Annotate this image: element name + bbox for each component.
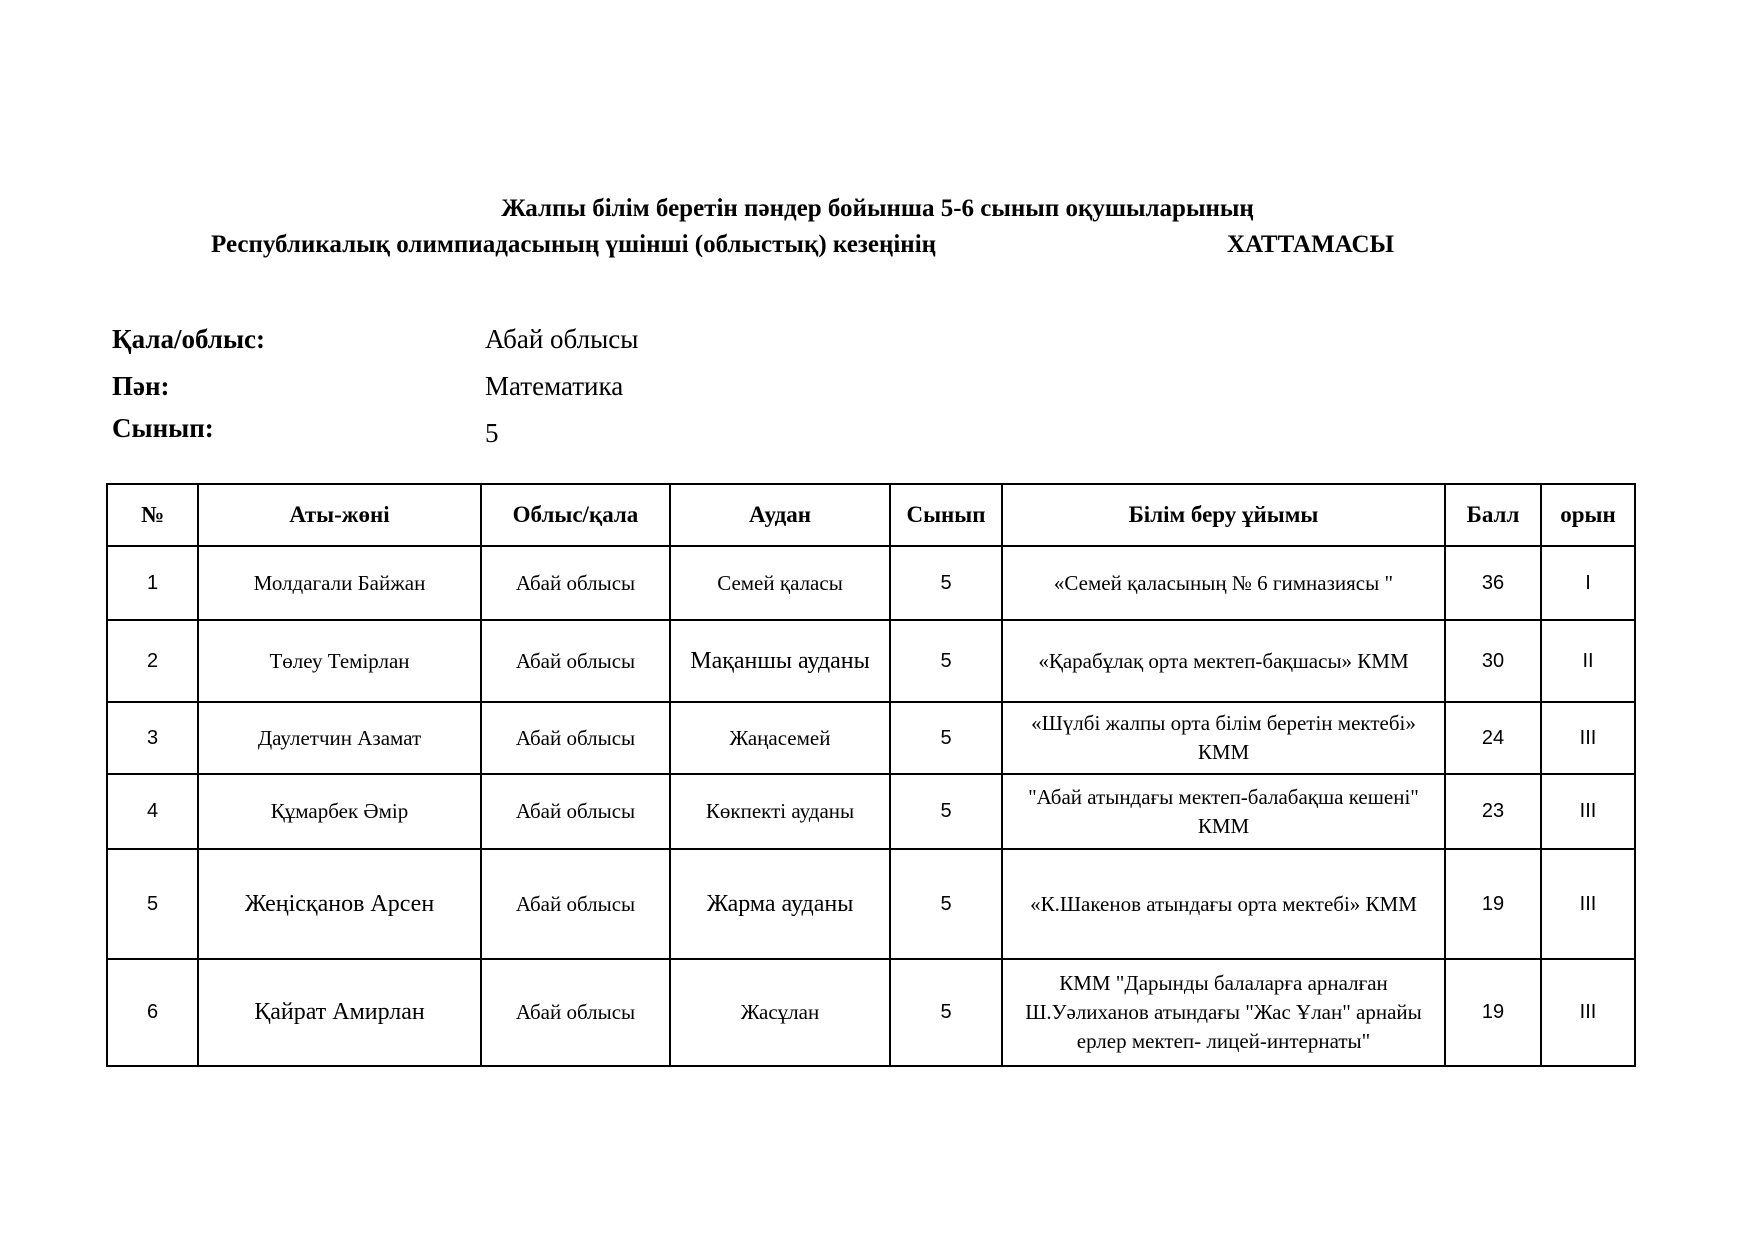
student-grade: 5 — [890, 620, 1002, 702]
column-header-region: Облыс/қала — [481, 484, 670, 546]
student-region: Абай облысы — [481, 849, 670, 959]
row-number: 3 — [107, 702, 198, 774]
student-school: "Абай атындағы мектеп-балабақша кешені" КММ — [1002, 774, 1445, 849]
table-row — [107, 620, 1635, 702]
student-score: 36 — [1445, 546, 1541, 620]
student-region: Абай облысы — [481, 959, 670, 1066]
info-label-grade: Сынып: — [112, 413, 214, 443]
student-score: 30 — [1445, 620, 1541, 702]
column-header-grade: Сынып — [890, 484, 1002, 546]
student-name: Қайрат Амирлан — [198, 959, 481, 1066]
student-district: Семей қаласы — [670, 546, 890, 620]
info-value-grade: 5 — [485, 418, 499, 448]
student-grade: 5 — [890, 849, 1002, 959]
row-number: 4 — [107, 774, 198, 849]
info-label-subject: Пән: — [112, 371, 170, 401]
table-row — [107, 546, 1635, 620]
student-place: III — [1541, 774, 1635, 849]
student-district: Жаңасемей — [670, 702, 890, 774]
student-score: 19 — [1445, 849, 1541, 959]
row-number: 6 — [107, 959, 198, 1066]
row-number: 5 — [107, 849, 198, 959]
column-header-school: Білім беру ұйымы — [1002, 484, 1445, 546]
student-name: Жеңісқанов Арсен — [198, 849, 481, 959]
student-school: «Қарабұлақ орта мектеп-бақшасы» КММ — [1002, 620, 1445, 702]
student-district: Көкпекті ауданы — [670, 774, 890, 849]
student-region: Абай облысы — [481, 774, 670, 849]
column-header-district: Аудан — [670, 484, 890, 546]
student-school: «Шүлбі жалпы орта білім беретін мектебі» КММ — [1002, 702, 1445, 774]
student-name: Құмарбек Әмір — [198, 774, 481, 849]
student-region: Абай облысы — [481, 546, 670, 620]
document-title-line1: Жалпы білім беретін пәндер бойынша 5-6 сынып оқушыларының — [501, 195, 1254, 222]
student-region: Абай облысы — [481, 620, 670, 702]
column-header-number: № — [107, 484, 198, 546]
student-place: II — [1541, 620, 1635, 702]
results-table — [106, 483, 1636, 1067]
table-row — [107, 774, 1635, 849]
table-row — [107, 849, 1635, 959]
column-header-place: орын — [1541, 484, 1635, 546]
student-score: 23 — [1445, 774, 1541, 849]
document-title-protocol: ХАТТАМАСЫ — [1227, 231, 1395, 258]
student-district: Жасұлан — [670, 959, 890, 1066]
student-grade: 5 — [890, 774, 1002, 849]
column-header-name: Аты-жөні — [198, 484, 481, 546]
student-school: КММ "Дарынды балаларға арналған Ш.Уәлиханов атындағы "Жас Ұлан" арнайы ерлер мектеп- лицей-интернаты" — [1002, 959, 1445, 1066]
table-header-row — [107, 484, 1635, 546]
table-row — [107, 702, 1635, 774]
student-place: III — [1541, 849, 1635, 959]
student-place: III — [1541, 959, 1635, 1066]
info-label-city-region: Қала/облыс: — [112, 324, 265, 354]
student-score: 24 — [1445, 702, 1541, 774]
row-number: 1 — [107, 546, 198, 620]
info-value-subject: Математика — [485, 371, 624, 401]
student-score: 19 — [1445, 959, 1541, 1066]
student-grade: 5 — [890, 959, 1002, 1066]
student-district: Мақаншы ауданы — [670, 620, 890, 702]
student-place: I — [1541, 546, 1635, 620]
student-school: «Семей қаласының № 6 гимназиясы " — [1002, 546, 1445, 620]
column-header-score: Балл — [1445, 484, 1541, 546]
student-place: III — [1541, 702, 1635, 774]
table-row — [107, 959, 1635, 1066]
student-grade: 5 — [890, 702, 1002, 774]
student-school: «К.Шакенов атындағы орта мектебі» КММ — [1002, 849, 1445, 959]
student-name: Төлеу Темірлан — [198, 620, 481, 702]
student-district: Жарма ауданы — [670, 849, 890, 959]
row-number: 2 — [107, 620, 198, 702]
student-name: Молдагали Байжан — [198, 546, 481, 620]
student-region: Абай облысы — [481, 702, 670, 774]
student-grade: 5 — [890, 546, 1002, 620]
student-name: Даулетчин Азамат — [198, 702, 481, 774]
document-title-line2: Республикалық олимпиадасының үшінші (облыстық) кезеңінің — [211, 231, 937, 258]
info-value-city-region: Абай облысы — [485, 324, 639, 354]
